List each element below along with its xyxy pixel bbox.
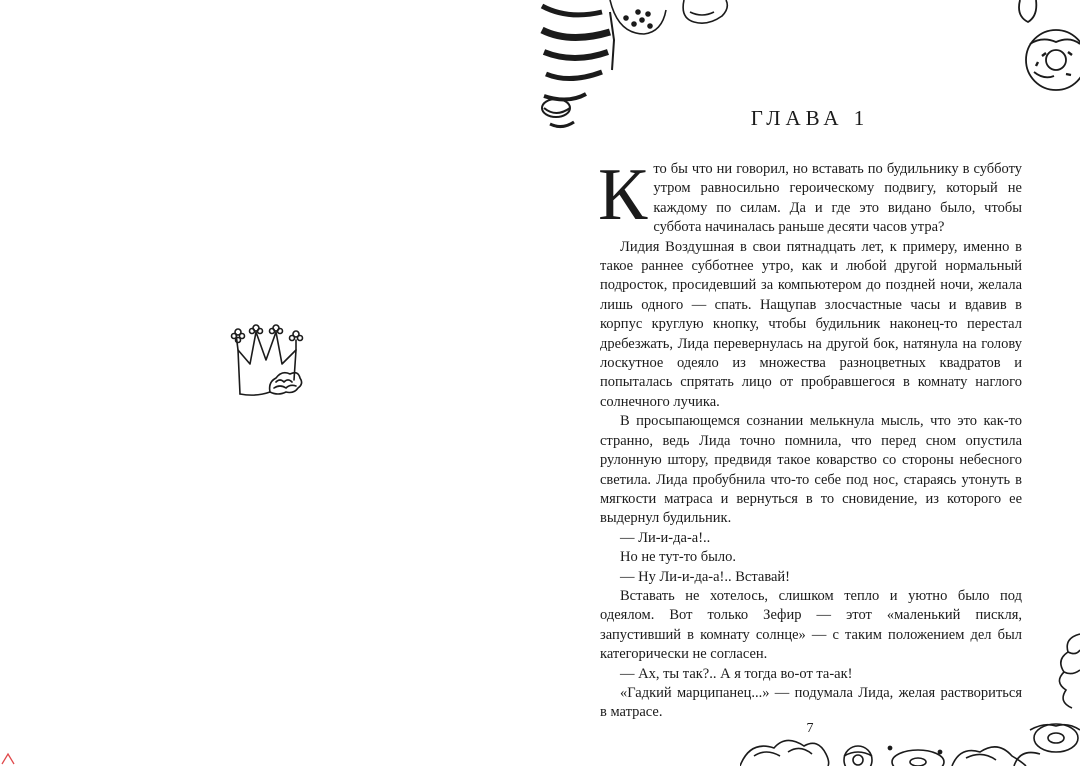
- donut-decoration-icon: [1014, 0, 1080, 100]
- dialogue-line: — Ли-и-да-а!..: [620, 529, 711, 546]
- paragraph-text: то бы что ни говорил, но вставать по будильнику в субботу утром равносильно героическому подвигу, который не каждому по силам. Да и где это видано было, чтобы суббота начиналась раньше десяти часов утра?: [653, 161, 1022, 236]
- dialogue-line: — Ну Ли-и-да-а!.. Вставай!: [620, 568, 790, 585]
- paragraph: Лидия Воздушная в свои пятнадцать лет, к примеру, именно в такое раннее субботнее утро, как и любой другой нормальный подросток, просидевший за компьютером до поздней ночи, желала лишь одного — спать. Нащупав злосчастные часы и вдавив в корпус круглую кнопку, чтобы будильник наконец-то перестал дребезжать, Лида перевернулась на другой бок, натянула на голову лоскутное одеяло из множества разноцветных квадратов и попыталась спрятать лицо от пробравшегося в комнату наглого солнечного лучика.: [600, 238, 1022, 410]
- crown-icon: [226, 320, 306, 398]
- paragraph: Вставать не хотелось, слишком тепло и уютно было под одеялом. Вот только Зефир — этот «маленький пискля, запустивший в комнату солнце» — с таким положением дел был категорически не согласен.: [600, 587, 1022, 663]
- paragraph: В просыпающемся сознании мелькнула мысль, что это как-то странно, ведь Лида точно помнила, что перед сном опустила рулонную штору, предвидя такое коварство со стороны небесного светила. Лида пробубнила что-то себе под нос, стараясь утонуть в мягкости матраса и вернуться в то сновидение, из которого ее выдернул будильник.: [600, 413, 1022, 527]
- drop-cap-letter: К: [598, 154, 648, 236]
- paragraph: Но не тут-то было.: [620, 549, 736, 566]
- chapter-text: [598, 154, 1022, 723]
- dialogue-line: — Ах, ты так?.. А я тогда во-от та-ак!: [620, 665, 853, 682]
- crop-mark-icon: [0, 750, 16, 766]
- chapter-title: ГЛАВА 1: [750, 106, 870, 130]
- sprinkle-donut-decoration-icon: [604, 0, 734, 46]
- paragraph-opening: [598, 154, 1022, 238]
- page-number: 7: [806, 721, 814, 736]
- paragraph: «Гадкий марципанец...» — подумала Лида, желая раствориться в матрасе.: [600, 684, 1022, 721]
